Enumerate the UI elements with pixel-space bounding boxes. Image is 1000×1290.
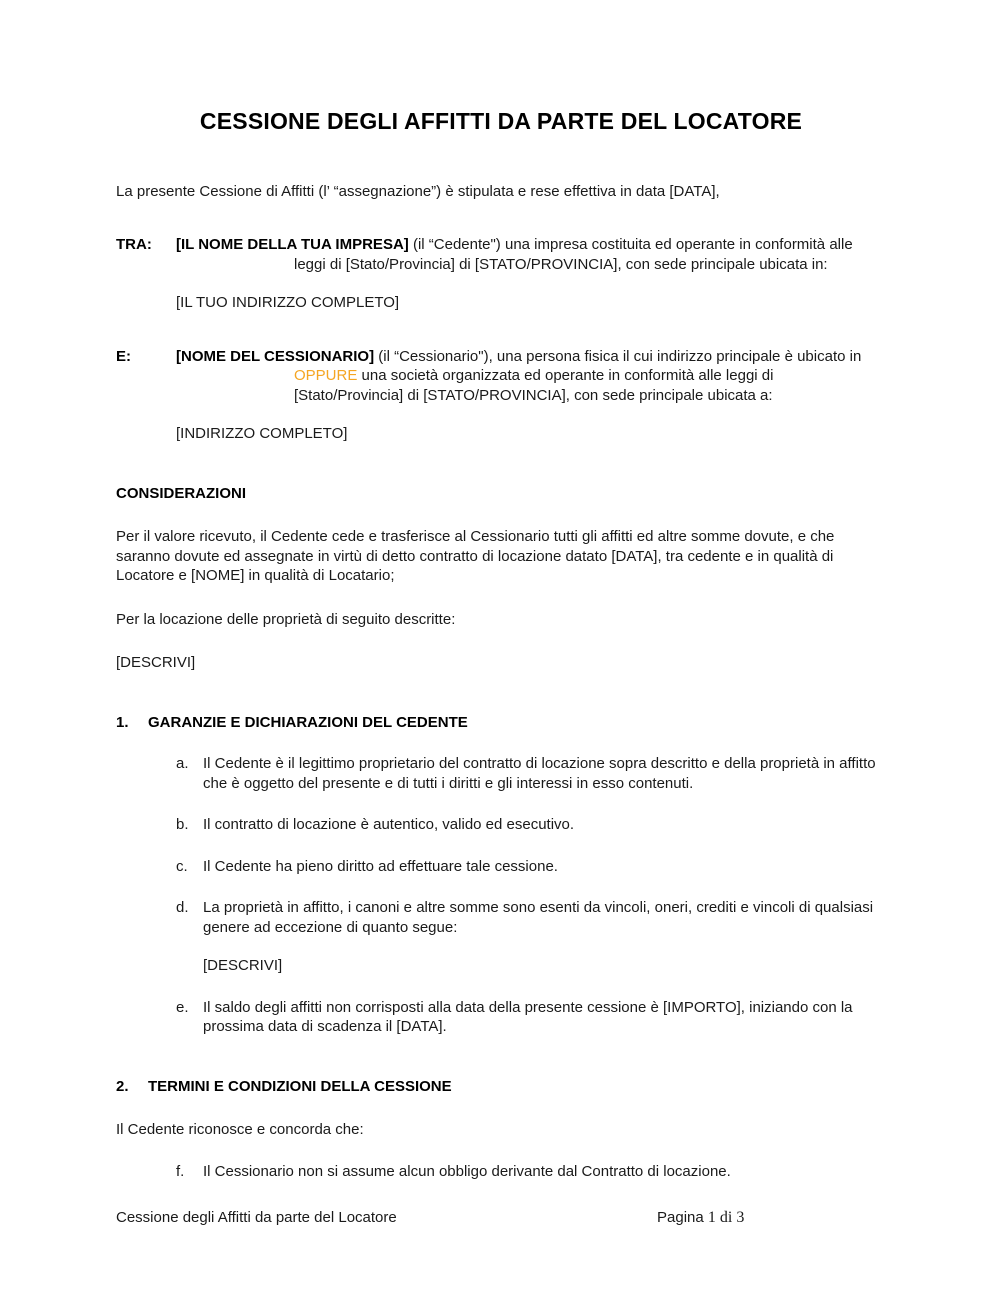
assignor-description: (il “Cedente") una impresa costituita ed operante in conformità alle leggi di [Stato/Provincia] di [STATO/PROVINCIA], con sede principale ubicata in: — [294, 236, 853, 273]
intro-paragraph: La presente Cessione di Affitti (l’ “assegnazione”) è stipulata e rese effettiva in data [DATA], — [116, 182, 720, 200]
footer-page-word: Pagina — [657, 1209, 708, 1226]
section-title-2: TERMINI E CONDIZIONI DELLA CESSIONE — [148, 1077, 452, 1095]
party-label-assignee: E: — [116, 347, 131, 365]
highlighted-oppure-text: OPPURE — [294, 367, 358, 385]
assignee-description-after: una società organizzata ed operante in conformità alle leggi di [Stato/Provincia] di [STATO/PROVINCIA], con sede principale ubicata a: — [294, 367, 774, 404]
footer-page-indicator — [657, 1208, 744, 1228]
list-item-text: Il saldo degli affitti non corrisposti alla data della presente cessione è [IMPORTO], iniziando con la prossima data di scadenza il [DATA]. — [203, 998, 853, 1036]
list-item-text: Il Cedente ha pieno diritto ad effettuare tale cessione. — [203, 857, 558, 875]
recitals-paragraph-3: [DESCRIVI] — [116, 654, 196, 672]
list-item-text: Il contratto di locazione è autentico, valido ed esecutivo. — [203, 816, 575, 834]
recitals-paragraph-2: Per la locazione delle proprietà di seguito descritte: — [116, 610, 456, 628]
section-title-1: GARANZIE E DICHIARAZIONI DEL CEDENTE — [148, 713, 468, 731]
list-item — [116, 815, 886, 835]
assignee-description-before: (il “Cessionario"), una persona fisica il cui indirizzo principale è ubicato in — [374, 347, 862, 365]
assignee-name: [NOME DEL CESSIONARIO] — [176, 347, 375, 365]
list-item — [116, 998, 886, 1037]
section-heading-1 — [116, 713, 886, 733]
list-item — [116, 754, 886, 793]
party-block-assignor — [116, 235, 886, 313]
footer-document-name: Cessione degli Affitti da parte del Locatore — [116, 1209, 397, 1226]
list-item — [116, 1162, 886, 1182]
list-item — [116, 898, 886, 976]
page-title: CESSIONE DEGLI AFFITTI DA PARTE DEL LOCATORE — [199, 108, 803, 134]
assignor-name: [IL NOME DELLA TUA IMPRESA] — [176, 236, 409, 254]
list-item-text: Il Cessionario non si assume alcun obbligo derivante dal Contratto di locazione. — [203, 1162, 731, 1180]
party-block-assignee — [116, 347, 886, 444]
list-item-marker: d. — [176, 899, 189, 917]
list-item-marker: e. — [176, 998, 189, 1016]
list-item-marker: f. — [176, 1162, 185, 1180]
recitals-paragraph-1: Per il valore ricevuto, il Cedente cede e trasferisce al Cessionario tutti gli affitti ed altre somme dovute, e che saranno dovute ed assegnate in virtù di detto contratto di locazione datato [DATA], tra cedente e in qualità di Locatore e [NOME] in qualità di Locatario; — [116, 528, 835, 585]
footer-page-number: 1 di 3 — [707, 1209, 745, 1226]
section-number-2: 2. — [116, 1077, 129, 1095]
party-body-assignee — [176, 347, 886, 406]
party-body-assignor — [176, 235, 886, 274]
list-item-marker: b. — [176, 816, 189, 834]
assignor-address: [IL TUO INDIRIZZO COMPLETO] — [176, 294, 400, 312]
recitals-heading: CONSIDERAZIONI — [116, 484, 247, 502]
section-heading-2 — [116, 1077, 886, 1097]
list-item-text: La proprietà in affitto, i canoni e altre somme sono esenti da vincoli, oneri, crediti e vincoli di qualsiasi genere ad eccezione di quanto segue: — [203, 899, 874, 936]
list-item-marker: a. — [176, 755, 189, 773]
list-item-marker: c. — [176, 857, 188, 875]
document-content — [116, 0, 886, 1181]
list-item-text: Il Cedente è il legittimo proprietario del contratto di locazione sopra descritto e della proprietà in affitto che è oggetto del presente e di tutti i diritti e gli interessi in esso contenuti. — [203, 755, 876, 792]
section-number-1: 1. — [116, 713, 129, 731]
list-item-subtext: [DESCRIVI] — [203, 957, 283, 975]
assignee-address: [INDIRIZZO COMPLETO] — [176, 425, 348, 443]
section-2-lead-paragraph: Il Cedente riconosce e concorda che: — [116, 1121, 364, 1139]
list-item — [116, 857, 886, 877]
party-label-assignor: TRA: — [116, 236, 152, 254]
